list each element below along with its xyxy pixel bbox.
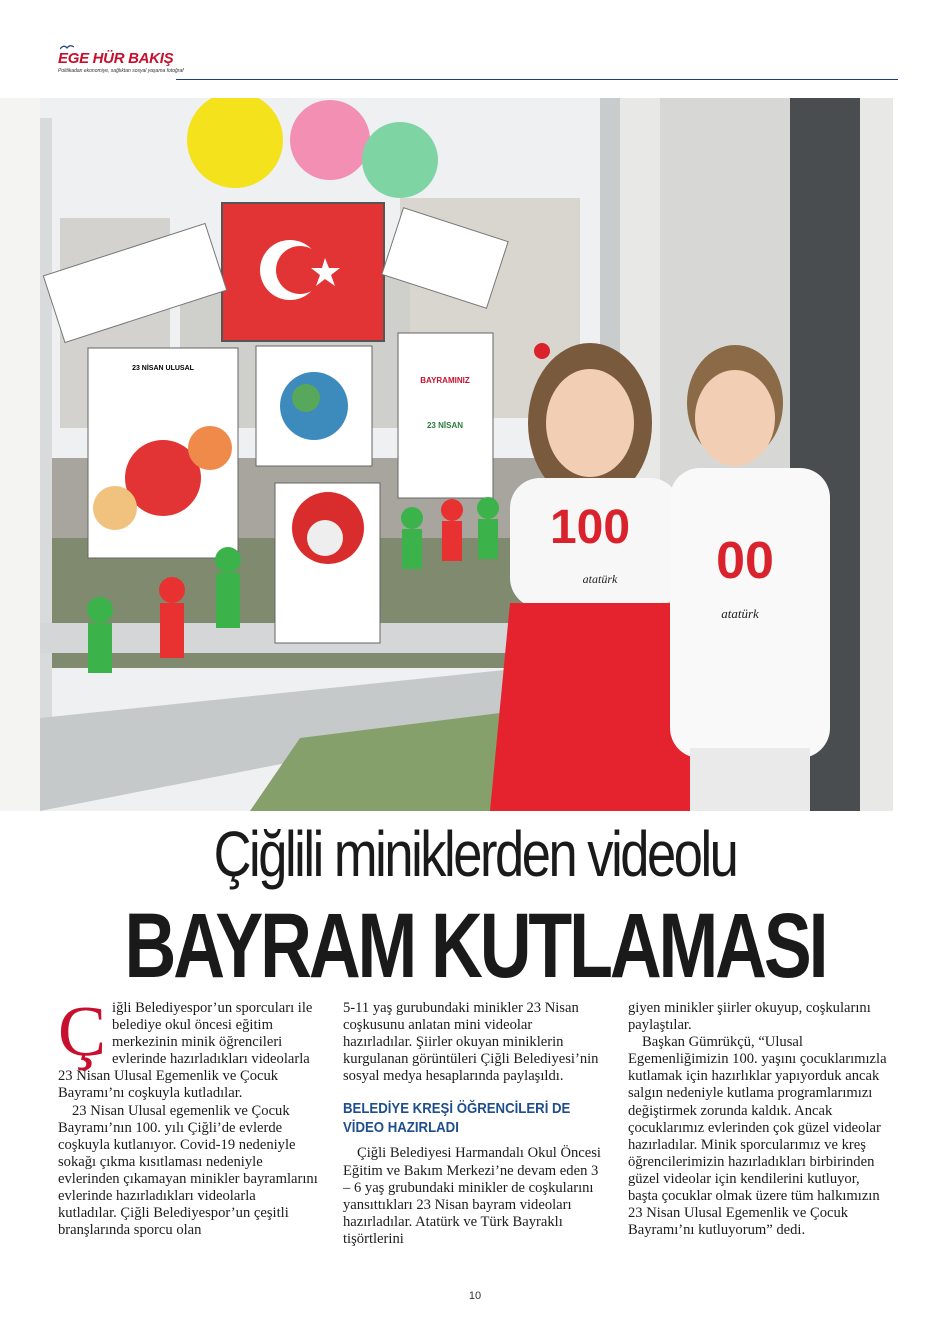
article-paragraph: Başkan Gümrükçü, “Ulusal Egemenliğimizin 100. yaşını çocuklarımızla kutlamak için hazırlıklar yapıyorduk ancak salgın nedeniyle kutlama programlarımızı değiştirmek zorunda kaldık. Ancak çocuklarımız evlerinden çok güzel videolar hazırladılar. Minik sporcularımız ve kreş öğrencilerimizin hazırladıkları birbirinden güzel videolar için kendilerini kutluyor, başta çocuklar olmak üzere tüm halkımızın 23 Nisan Ulusal Egemenlik ve Çocuk Bayramı’nı kutluyorum” dedi.	[628, 1034, 887, 1239]
headline-line-2: BAYRAM KUTLAMASI	[124, 895, 826, 997]
poster-text-3: 23 NİSAN	[426, 421, 464, 430]
article-column-2	[343, 1000, 603, 1248]
poster-text-2: BAYRAMINIZ	[420, 376, 470, 385]
shirt-text-3: atatürk	[721, 606, 759, 621]
page-number: 10	[468, 1290, 482, 1302]
masthead-rule	[176, 79, 898, 80]
masthead-tagline: Politikadan ekonomiye, sağlıktan sosyal yaşama fotoğraf	[58, 68, 184, 74]
article-column-3	[628, 1000, 888, 1239]
article-paragraph: giyen minikler şiirler okuyup, coşkularını paylaştılar.	[628, 1000, 871, 1034]
masthead-logo: EGE HÜR BAKIŞ	[58, 50, 174, 67]
article-paragraph: Çiğli Belediyesi Harmandalı Okul Öncesi Eğitim ve Bakım Merkezi’ne devam eden 3 – 6 yaş grubundaki minikler de coşkularını yansıttıkları 23 Nisan bayram videoları hazırladılar. Atatürk ve Türk Bayraklı tişörtlerini	[343, 1145, 601, 1247]
article-paragraph: 23 Nisan Ulusal egemenlik ve Çocuk Bayramı’nın 100. yılı Çiğli’de evlerde coşkuyla kutlanıyor. Covid-19 nedeniyle sokağı çıkma kısıtlaması nedeniyle evlerinden çıkamayan minikler bayramlarını evlerinde hazırladıkları videolarla kutladılar. Çiğli Belediyespor’un çeşitli branşlarında sporcu olan	[58, 1102, 318, 1239]
shirt-text-1: 100	[549, 501, 631, 554]
article-paragraph: 5-11 yaş gurubundaki minikler 23 Nisan coşkusunu anlatan mini videolar hazırladılar. Şiirler okuyan miniklerin kurgulanan görüntüleri Çiğli Belediyesi’nin sosyal medya hesaplarında paylaşıldı.	[343, 1000, 599, 1085]
shirt-text-2: atatürk	[582, 572, 618, 586]
masthead	[58, 50, 898, 82]
article-subhead: BELEDİYE KREŞİ ÖĞRENCİLERİ DE VİDEO HAZIRLADI	[343, 1100, 571, 1137]
children-window-photo	[0, 98, 893, 811]
poster-text-1: 23 NİSAN ULUSAL	[132, 365, 194, 372]
headline-line-1: Çiğlili miniklerden videolu	[213, 818, 737, 890]
article-photo	[0, 98, 893, 811]
article-column-1	[58, 991, 318, 1239]
dropcap: Ç	[58, 991, 107, 1071]
article-paragraph: iğli Belediyespor’un sporcuları ile belediye okul öncesi eğitim merkezinin minik öğrencileri evlerinde hazırladıkları videolarla 23 Nisan Ulusal Egemenlik ve Çocuk Bayramı’nı coşkuyla kutladılar.	[58, 1000, 313, 1102]
shirt-logo-2: 00	[716, 532, 774, 590]
